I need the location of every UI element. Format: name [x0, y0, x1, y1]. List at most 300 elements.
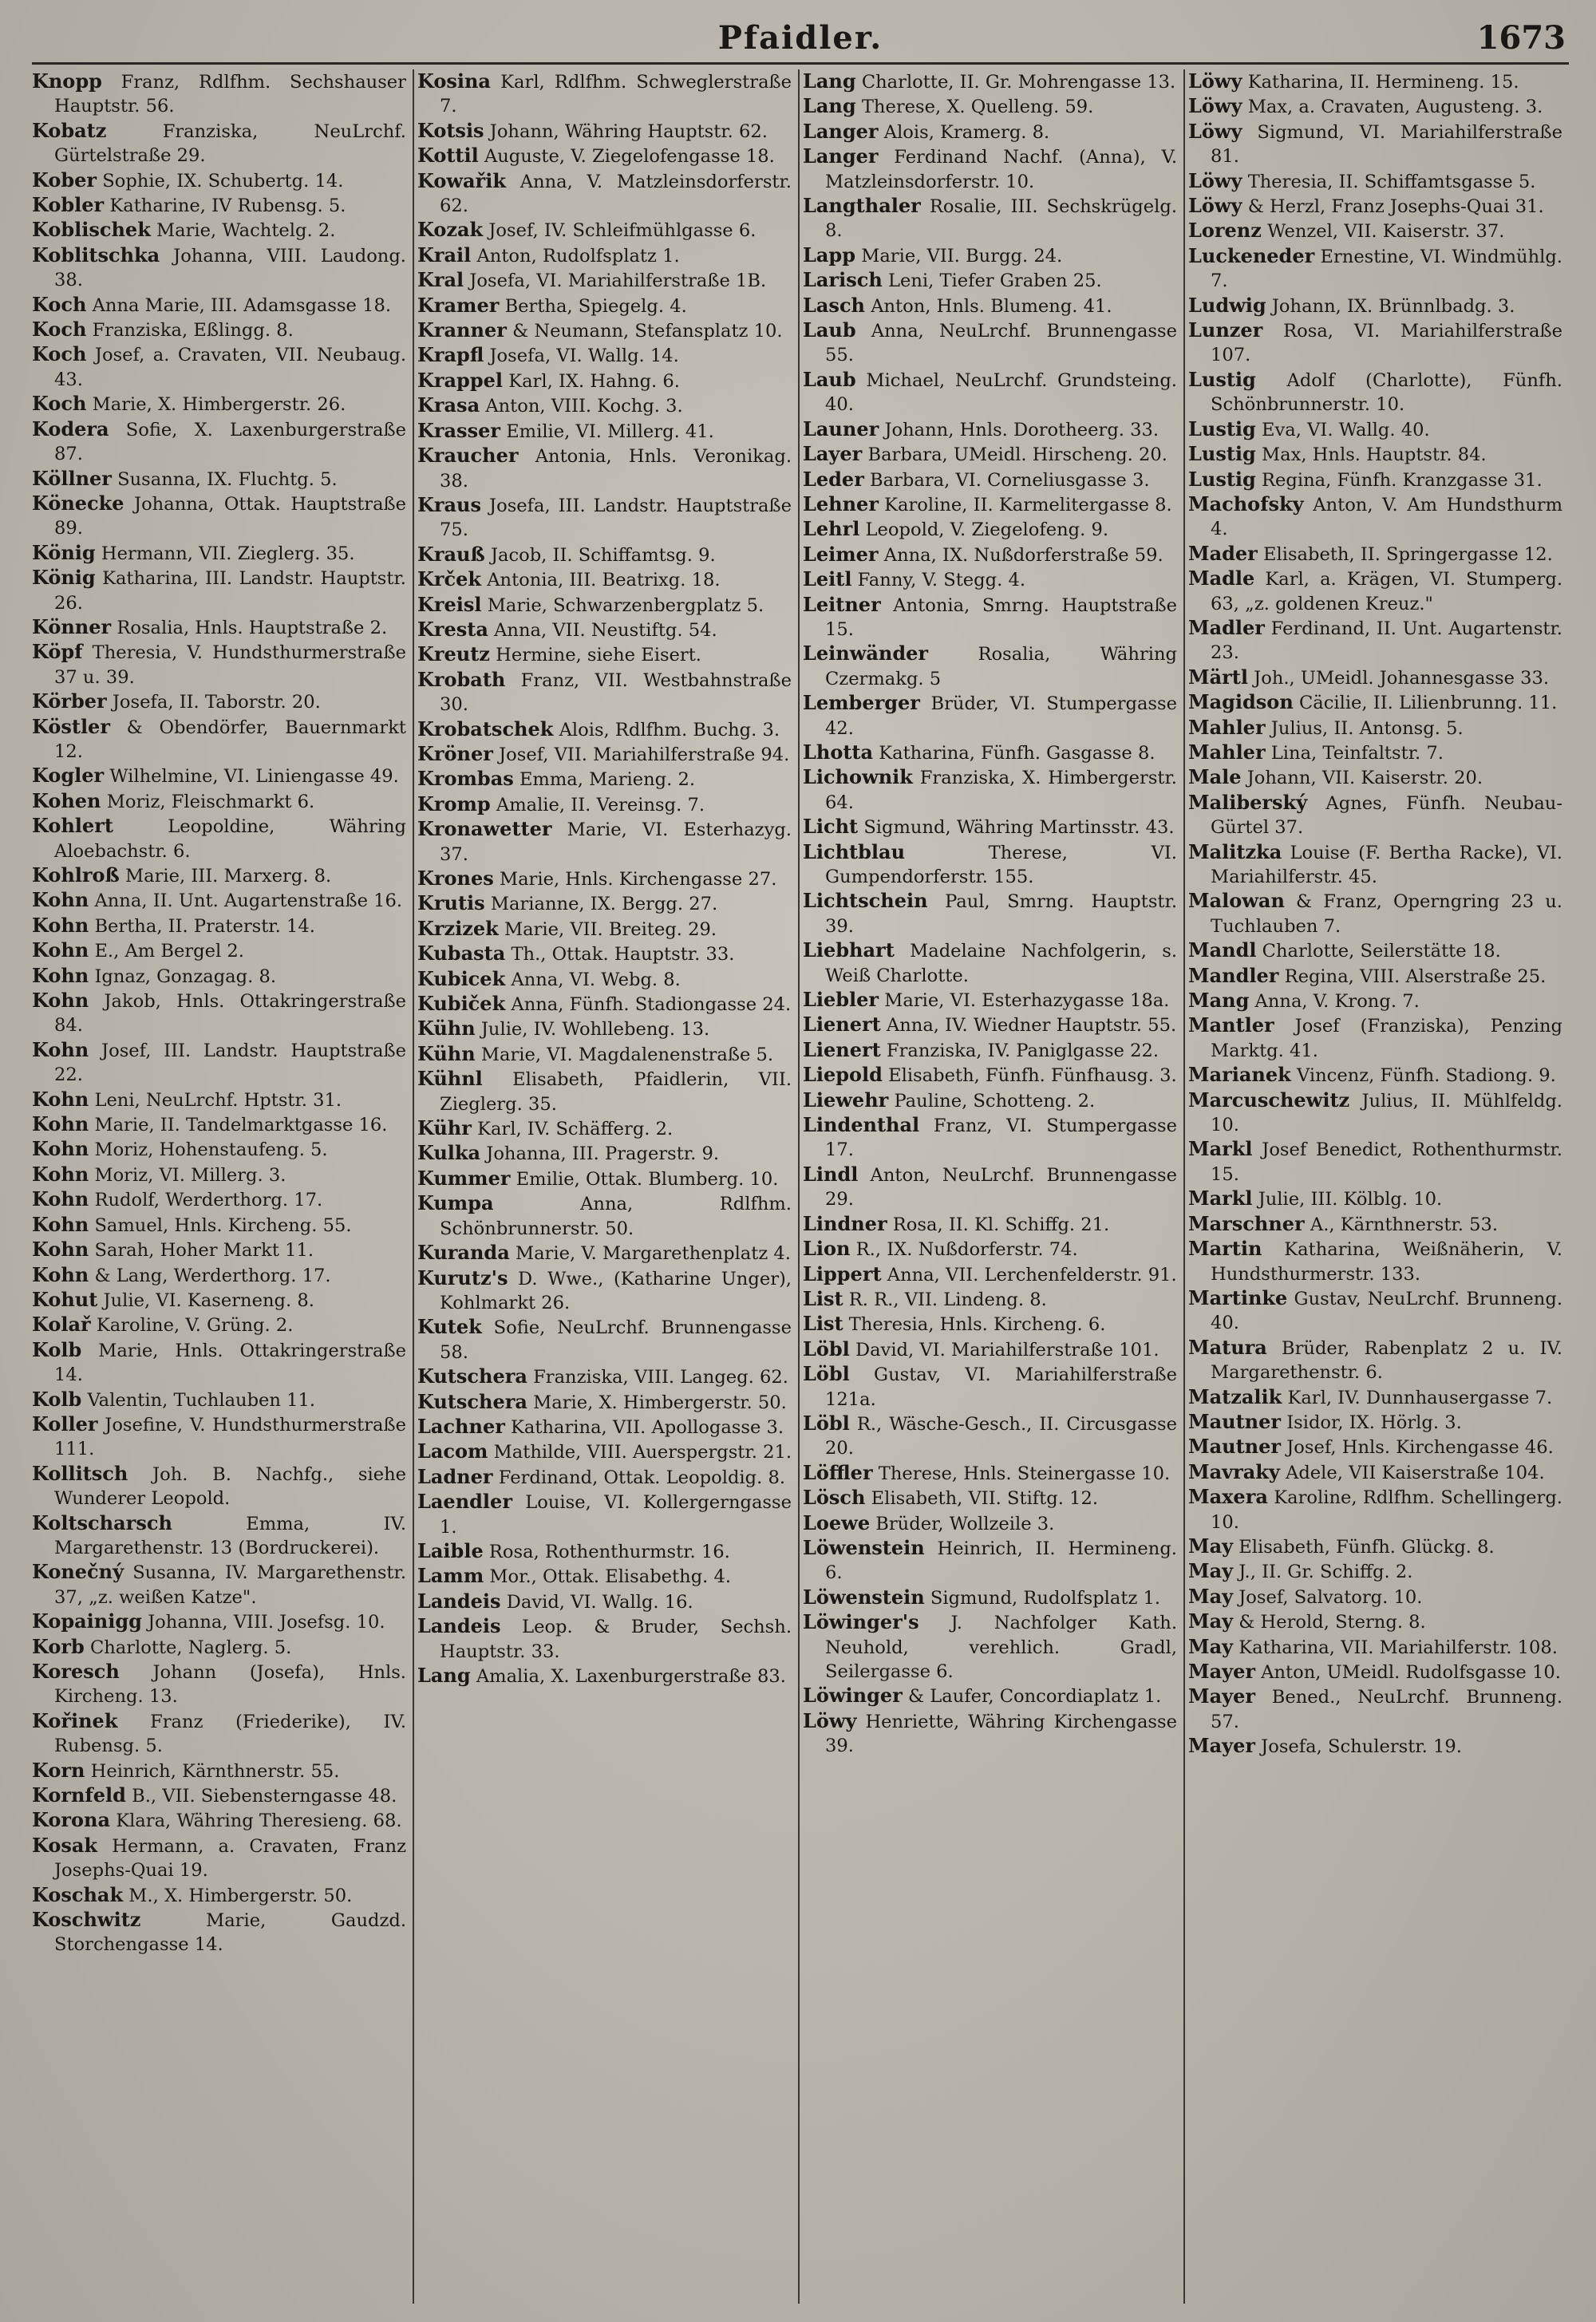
entry-name: Male — [1188, 765, 1242, 789]
entry-details: Marie, Wachtelg. 2. — [156, 220, 336, 242]
entry-name: Marianek — [1188, 1063, 1291, 1087]
directory-entry — [32, 789, 406, 814]
directory-entry — [417, 1315, 792, 1364]
entry-name: Mayer — [1188, 1734, 1255, 1758]
entry-details: Karl, Rdlfhm. Schweglerstraße 7. — [440, 72, 792, 117]
entry-details: David, VI. Wallg. 16. — [506, 1591, 693, 1613]
entry-name: Lang — [803, 94, 856, 118]
entry-details: Hermine, siehe Eisert. — [496, 645, 701, 666]
directory-entry — [417, 218, 792, 243]
directory-entry — [803, 567, 1177, 592]
directory-entry — [1188, 294, 1562, 318]
entry-name: Krones — [417, 867, 494, 890]
directory-entry — [1188, 889, 1562, 938]
entry-details: D. Wwe., (Katharine Unger), Kohlmarkt 26. — [440, 1268, 792, 1313]
entry-name: Mandler — [1188, 963, 1279, 987]
entry-details: Mor., Ottak. Elisabethg. 4. — [489, 1566, 732, 1588]
directory-entry — [803, 889, 1177, 938]
entry-details: Marie, V. Margarethenplatz 4. — [515, 1243, 791, 1265]
entry-name: Lienert — [803, 1037, 881, 1061]
directory-entry — [417, 1067, 792, 1116]
directory-entry — [417, 1614, 792, 1664]
entry-details: Katharina, VII. Mariahilferstr. 108. — [1238, 1637, 1558, 1658]
entry-name: Kopainigg — [32, 1609, 142, 1633]
entry-details: Sophie, IX. Schubertg. 14. — [102, 170, 344, 192]
entry-details: Franz, VI. Stumpergasse 17. — [825, 1116, 1177, 1161]
entry-details: Anton, NeuLrchf. Brunnengasse 29. — [825, 1164, 1177, 1210]
entry-name: Mang — [1188, 989, 1250, 1013]
entry-name: Lustig — [1188, 467, 1256, 491]
entry-name: Launer — [803, 417, 879, 440]
entry-details: Anna, V. Matzleinsdorferstr. 62. — [440, 171, 792, 217]
column-2 — [413, 69, 798, 2304]
entry-name: Lösch — [803, 1486, 866, 1510]
entry-name: Kutschera — [417, 1364, 527, 1388]
entry-details: B., VII. Siebensterngasse 48. — [132, 1786, 397, 1807]
entry-details: Johann, IX. Brünnlbadg. 3. — [1271, 295, 1515, 317]
entry-name: Koch — [32, 292, 87, 316]
entry-details: A., Kärnthnerstr. 53. — [1310, 1214, 1499, 1235]
directory-entry — [32, 243, 406, 293]
entry-name: Löwy — [1188, 168, 1242, 192]
entry-details: Katharina, II. Hermineng. 15. — [1247, 72, 1519, 93]
directory-entry — [803, 1362, 1177, 1412]
entry-name: Löwy — [1188, 94, 1242, 118]
entry-name: Könecke — [32, 491, 124, 515]
entry-details: Josefa, II. Taborstr. 20. — [112, 692, 321, 713]
entry-name: Kottil — [417, 144, 479, 168]
directory-entry — [1188, 690, 1562, 715]
directory-entry — [417, 1116, 792, 1141]
entry-name: Lhotta — [803, 740, 874, 764]
entry-name: Knopp — [32, 69, 102, 93]
entry-name: Lehner — [803, 492, 879, 515]
directory-entry — [803, 1337, 1177, 1362]
page-header — [32, 14, 1569, 65]
entry-name: Köstler — [32, 714, 110, 738]
entry-details: Marie, X. Himbergerstr. 50. — [533, 1392, 787, 1413]
entry-details: Johanna, VIII. Laudong. 38. — [54, 245, 406, 291]
directory-entry — [32, 1213, 406, 1238]
entry-name: Märtl — [1188, 665, 1248, 689]
entry-name: Könner — [32, 614, 112, 638]
entry-details: Ferdinand, II. Unt. Augartenstr. 23. — [1211, 618, 1562, 664]
entry-details: Marianne, IX. Bergg. 27. — [490, 894, 718, 915]
entry-name: Kolb — [32, 1337, 82, 1361]
entry-details: Josef Benedict, Rothenthurmstr. 15. — [1211, 1139, 1562, 1185]
entry-name: Mader — [1188, 541, 1258, 565]
entry-details: & Neumann, Stefansplatz 10. — [512, 321, 783, 342]
entry-name: Liewehr — [803, 1088, 889, 1112]
entry-name: Kubicek — [417, 966, 506, 990]
entry-name: Lustig — [1188, 417, 1256, 440]
directory-entry — [32, 1412, 406, 1462]
entry-details: Louise (F. Bertha Racke), VI. Mariahilferstr. 45. — [1211, 842, 1562, 887]
entry-details: Jacob, II. Schiffamtsg. 9. — [490, 544, 716, 566]
entry-name: Kumpa — [417, 1191, 494, 1215]
entry-details: R., Wäsche-Gesch., II. Circusgasse 20. — [825, 1413, 1177, 1459]
entry-name: List — [803, 1286, 843, 1310]
entry-name: Kohn — [32, 1087, 89, 1111]
entry-details: Josefine, V. Hundsthurmerstraße 111. — [54, 1414, 406, 1460]
entry-name: Krauß — [417, 542, 485, 566]
entry-name: Kutschera — [417, 1389, 527, 1413]
directory-entry — [1188, 1013, 1562, 1063]
entry-details: Hermann, VII. Zieglerg. 35. — [101, 543, 355, 564]
entry-details: Josef, VII. Mariahilferstraße 94. — [499, 744, 790, 765]
entry-name: Löwinger — [803, 1684, 903, 1708]
directory-entry — [417, 891, 792, 916]
entry-details: Moriz, Fleischmarkt 6. — [106, 791, 315, 812]
entry-details: Marie, Hnls. Ottakringerstraße 14. — [54, 1340, 406, 1386]
directory-entry — [803, 368, 1177, 417]
entry-details: Josefa, VI. Wallg. 14. — [489, 346, 679, 367]
directory-entry — [417, 567, 792, 592]
entry-name: Kohn — [32, 963, 89, 987]
directory-entry — [32, 417, 406, 467]
entry-name: Löwy — [1188, 69, 1242, 93]
entry-details: Katharina, Fünfh. Gasgasse 8. — [879, 742, 1156, 764]
entry-name: Leder — [803, 467, 864, 491]
entry-details: Bertha, Spiegelg. 4. — [504, 295, 687, 317]
directory-entry — [1188, 417, 1562, 442]
directory-entry — [417, 967, 792, 992]
entry-name: Krapfl — [417, 343, 484, 367]
entry-name: Leimer — [803, 542, 879, 566]
entry-details: Franz (Friederike), IV. Rubensg. 5. — [54, 1711, 406, 1757]
entry-details: & Lang, Werderthorg. 17. — [94, 1265, 331, 1286]
directory-entry — [1188, 244, 1562, 294]
entry-details: Karl, a. Krägen, VI. Stumperg. 63, „z. goldenen Kreuz." — [1211, 569, 1562, 614]
directory-entry — [417, 792, 792, 817]
directory-entry — [417, 169, 792, 219]
entry-details: Leop. & Bruder, Sechsh. Hauptstr. 33. — [440, 1617, 792, 1662]
directory-entry — [1188, 1088, 1562, 1138]
directory-entry — [417, 1017, 792, 1041]
entry-details: Anton, UMeidl. Rudolfsgasse 10. — [1261, 1662, 1561, 1683]
directory-entry — [1188, 1385, 1562, 1410]
directory-entry — [417, 917, 792, 942]
entry-name: Malowan — [1188, 889, 1285, 913]
directory-entry — [803, 1063, 1177, 1088]
entry-details: Gustav, VI. Mariahilferstraße 121a. — [825, 1364, 1177, 1410]
directory-entry — [1188, 1187, 1562, 1211]
directory-entry — [803, 1088, 1177, 1113]
entry-details: Sofie, NeuLrchf. Brunnengasse 58. — [440, 1317, 792, 1363]
entry-details: Marie, X. Himbergerstr. 26. — [92, 394, 346, 416]
entry-details: Josef, IV. Schleifmühlgasse 6. — [488, 220, 757, 242]
directory-entry — [803, 938, 1177, 988]
entry-details: J., II. Gr. Schiffg. 2. — [1238, 1562, 1413, 1583]
entry-details: Marie, II. Tandelmarktgasse 16. — [94, 1115, 388, 1136]
directory-entry — [803, 318, 1177, 368]
directory-entry — [803, 517, 1177, 542]
directory-entry — [803, 120, 1177, 144]
entry-details: Emma, Marieng. 2. — [519, 769, 696, 791]
entry-details: Josef, Hnls. Kirchengasse 46. — [1286, 1437, 1554, 1459]
directory-entry — [32, 1511, 406, 1561]
entry-details: Johann (Josefa), Hnls. Kircheng. 13. — [54, 1662, 406, 1708]
directory-entry — [803, 144, 1177, 194]
entry-details: Julius, II. Antonsg. 5. — [1270, 717, 1464, 739]
entry-name: Kurutz's — [417, 1266, 508, 1289]
entry-name: Konečný — [32, 1560, 124, 1584]
directory-entry — [32, 764, 406, 788]
directory-entry — [417, 1364, 792, 1389]
directory-entry — [1188, 1635, 1562, 1660]
directory-entry — [803, 1038, 1177, 1063]
directory-entry — [1188, 1237, 1562, 1286]
entry-details: Karl, IV. Dunnhausergasse 7. — [1287, 1387, 1553, 1408]
entry-name: Lienert — [803, 1013, 881, 1037]
entry-name: Madler — [1188, 615, 1265, 639]
directory-entry — [32, 1462, 406, 1511]
entry-name: Löbl — [803, 1411, 850, 1435]
entry-name: Kohn — [32, 1137, 89, 1161]
entry-details: Barbara, UMeidl. Hirscheng. 20. — [867, 444, 1167, 466]
entry-name: Krombas — [417, 767, 514, 791]
directory-entry — [803, 840, 1177, 890]
entry-details: Johann, VII. Kaiserstr. 20. — [1246, 768, 1483, 789]
directory-entry — [32, 541, 406, 566]
entry-name: Köpf — [32, 640, 83, 664]
directory-entry — [32, 1112, 406, 1137]
entry-name: Kohn — [32, 1112, 89, 1136]
entry-details: Anna, II. Unt. Augartenstraße 16. — [94, 890, 403, 912]
entry-name: May — [1188, 1634, 1234, 1658]
directory-entry — [1188, 1137, 1562, 1187]
entry-details: Rosalie, III. Sechskrügelg. 8. — [825, 196, 1177, 242]
entry-details: Leni, Tiefer Graben 25. — [887, 271, 1102, 292]
entry-name: Kober — [32, 168, 97, 192]
entry-name: König — [32, 540, 96, 564]
column-1 — [32, 69, 413, 2304]
entry-details: Franz, Rdlfhm. Sechshauser Hauptstr. 56. — [54, 72, 406, 117]
directory-entry — [32, 492, 406, 541]
entry-name: Madle — [1188, 567, 1255, 590]
directory-entry — [417, 119, 792, 144]
directory-entry — [1188, 989, 1562, 1013]
directory-entry — [417, 1167, 792, 1191]
directory-entry — [32, 1338, 406, 1388]
entry-details: & Laufer, Concordiaplatz 1. — [908, 1686, 1162, 1708]
entry-details: Anna, IV. Wiedner Hauptstr. 55. — [886, 1015, 1177, 1037]
entry-details: Franziska, IV. Paniglgasse 22. — [886, 1040, 1159, 1061]
entry-details: Pauline, Schotteng. 2. — [894, 1090, 1096, 1112]
entry-name: Löwy — [1188, 194, 1242, 218]
directory-entry — [417, 767, 792, 792]
directory-entry — [1188, 1410, 1562, 1435]
directory-entry — [32, 1187, 406, 1212]
entry-details: Anna, VII. Neustiftg. 54. — [494, 619, 717, 641]
entry-details: Elisabeth, II. Springergasse 12. — [1263, 543, 1553, 565]
entry-details: Anna, Rdlfhm. Schönbrunnerstr. 50. — [440, 1194, 792, 1239]
entry-name: Lang — [417, 1664, 471, 1687]
entry-details: & Herold, Sterng. 8. — [1238, 1612, 1426, 1633]
directory-entry — [32, 318, 406, 342]
directory-entry — [417, 369, 792, 393]
entry-name: Korn — [32, 1758, 85, 1782]
entry-name: Lichtblau — [803, 839, 906, 863]
entry-details: Emilie, Ottak. Blumberg. 10. — [516, 1168, 779, 1190]
directory-entry — [32, 888, 406, 913]
directory-entry — [1188, 219, 1562, 243]
directory-entry — [1188, 1609, 1562, 1634]
entry-name: Lion — [803, 1237, 851, 1261]
directory-entry — [1188, 791, 1562, 840]
entry-details: Gustav, NeuLrchf. Brunneng. 40. — [1211, 1288, 1562, 1334]
entry-name: Krček — [417, 567, 482, 591]
entry-name: May — [1188, 1584, 1234, 1608]
entry-name: Kodera — [32, 417, 109, 440]
entry-name: Langer — [803, 119, 879, 143]
entry-name: Koch — [32, 342, 87, 366]
entry-name: List — [803, 1312, 843, 1336]
directory-entry — [803, 442, 1177, 467]
entry-details: Anna, Fünfh. Stadiongasse 24. — [511, 994, 792, 1016]
entry-details: Franz, VII. Westbahnstraße 30. — [440, 669, 792, 716]
directory-entry — [803, 740, 1177, 765]
entry-details: Lina, Teinfaltstr. 7. — [1270, 742, 1444, 764]
directory-entry — [803, 1212, 1177, 1237]
entry-name: Kobler — [32, 193, 105, 217]
entry-name: Löbl — [803, 1362, 850, 1386]
entry-details: M., X. Himbergerstr. 50. — [128, 1885, 353, 1906]
directory-columns — [32, 69, 1569, 2304]
entry-name: Lichownik — [803, 765, 913, 789]
entry-name: Kobatz — [32, 118, 107, 142]
directory-entry — [1188, 716, 1562, 740]
directory-entry — [803, 1237, 1177, 1262]
entry-name: Kreisl — [417, 592, 482, 616]
entry-details: Anna, VI. Webg. 8. — [511, 969, 681, 990]
entry-name: Lachner — [417, 1414, 505, 1438]
entry-details: Karl, IV. Schäfferg. 2. — [477, 1119, 674, 1140]
directory-entry — [32, 1038, 406, 1088]
entry-name: Ladner — [417, 1464, 493, 1488]
entry-details: Adele, VII Kaiserstraße 104. — [1286, 1462, 1545, 1483]
entry-details: Elisabeth, VII. Stiftg. 12. — [871, 1488, 1099, 1510]
entry-name: Löbl — [803, 1337, 850, 1360]
entry-name: Koblischek — [32, 218, 151, 242]
entry-details: Isidor, IX. Hörlg. 3. — [1286, 1412, 1462, 1433]
entry-name: Mavraky — [1188, 1459, 1280, 1483]
entry-details: Katharina, III. Landstr. Hauptstr. 26. — [54, 568, 406, 614]
entry-details: Theresia, II. Schiffamtsgasse 5. — [1247, 171, 1536, 192]
directory-entry — [1188, 368, 1562, 417]
entry-name: Koresch — [32, 1660, 120, 1683]
entry-name: Martin — [1188, 1237, 1262, 1261]
entry-details: Regina, VIII. Alserstraße 25. — [1284, 966, 1547, 987]
entry-name: Kulka — [417, 1141, 481, 1165]
directory-entry — [32, 1883, 406, 1908]
entry-name: Köllner — [32, 466, 112, 490]
entry-details: Auguste, V. Ziegelofengasse 18. — [484, 146, 775, 168]
directory-entry — [417, 1191, 792, 1241]
entry-name: Kühr — [417, 1116, 472, 1140]
directory-entry — [417, 243, 792, 268]
entry-name: Kohlert — [32, 814, 113, 838]
directory-entry — [1188, 1460, 1562, 1485]
directory-entry — [803, 1262, 1177, 1287]
directory-entry — [417, 1241, 792, 1266]
entry-name: Lindner — [803, 1211, 887, 1235]
directory-entry — [32, 1808, 406, 1833]
entry-name: Koch — [32, 318, 87, 342]
directory-entry — [32, 1783, 406, 1808]
directory-entry — [1188, 468, 1562, 492]
entry-name: Kogler — [32, 764, 105, 788]
entry-name: Kühnl — [417, 1067, 483, 1091]
entry-details: Bened., NeuLrchf. Brunneng. 57. — [1211, 1687, 1563, 1732]
entry-details: Marie, III. Marxerg. 8. — [124, 866, 332, 887]
directory-entry — [1188, 169, 1562, 194]
directory-entry — [417, 1042, 792, 1067]
entry-name: Luckeneder — [1188, 243, 1315, 267]
directory-entry — [32, 1759, 406, 1783]
directory-entry — [32, 392, 406, 417]
entry-name: Krobath — [417, 667, 506, 691]
entry-name: Lichtschein — [803, 889, 928, 913]
entry-details: Marie, Gaudzd. Storchengasse 14. — [54, 1910, 407, 1956]
directory-entry — [32, 1388, 406, 1412]
entry-name: Kranner — [417, 318, 507, 342]
directory-entry — [1188, 616, 1562, 665]
entry-details: Katharina, Weißnäherin, V. Hundsthurmerstr. 133. — [1211, 1239, 1562, 1285]
directory-entry — [803, 1586, 1177, 1610]
entry-details: Antonia, Hnls. Veronikag. 38. — [440, 446, 792, 492]
entry-details: Franziska, NeuLrchf. Gürtelstraße 29. — [54, 120, 406, 167]
entry-details: Susanna, IX. Fluchtg. 5. — [117, 468, 338, 490]
directory-entry — [417, 717, 792, 742]
entry-name: Kohen — [32, 788, 101, 812]
entry-name: Lehrl — [803, 517, 860, 541]
directory-entry — [32, 914, 406, 938]
directory-entry — [32, 1635, 406, 1660]
entry-name: Licht — [803, 815, 859, 839]
entry-details: Karoline, V. Grüng. 2. — [96, 1315, 294, 1337]
directory-entry — [1188, 1534, 1562, 1559]
entry-name: Kotsis — [417, 118, 484, 142]
entry-name: Kutek — [417, 1315, 482, 1339]
entry-details: Hermann, a. Cravaten, Franz Josephs-Quai 19. — [54, 1835, 406, 1882]
entry-name: Kronawetter — [417, 817, 552, 841]
entry-details: Antonia, Smrng. Hauptstraße 15. — [825, 594, 1177, 640]
entry-details: Johann, Währing Hauptstr. 62. — [489, 120, 768, 142]
directory-entry — [1188, 1063, 1562, 1088]
entry-details: Julie, III. Kölblg. 10. — [1258, 1189, 1443, 1210]
entry-details: R., IX. Nußdorferstr. 74. — [855, 1239, 1078, 1261]
entry-name: Lindenthal — [803, 1113, 920, 1137]
entry-name: May — [1188, 1534, 1234, 1558]
directory-entry — [417, 393, 792, 418]
directory-entry — [32, 863, 406, 888]
entry-name: Kühn — [417, 1041, 476, 1065]
entry-name: Mautner — [1188, 1409, 1282, 1433]
entry-details: Charlotte, Seilerstätte 18. — [1262, 941, 1501, 962]
directory-entry — [803, 1511, 1177, 1536]
entry-name: Lang — [803, 69, 856, 93]
entry-name: Koch — [32, 392, 87, 416]
entry-name: Matura — [1188, 1335, 1267, 1359]
entry-details: Klara, Währing Theresieng. 68. — [116, 1811, 402, 1832]
entry-details: Th., Ottak. Hauptstr. 33. — [511, 944, 735, 966]
entry-name: Laub — [803, 318, 856, 342]
entry-details: Joh., UMeidl. Johannesgasse 33. — [1254, 667, 1550, 689]
entry-details: Sigmund, Rudolfsplatz 1. — [930, 1587, 1161, 1609]
entry-name: Laub — [803, 367, 856, 391]
entry-details: Max, Hnls. Hauptstr. 84. — [1262, 444, 1487, 466]
